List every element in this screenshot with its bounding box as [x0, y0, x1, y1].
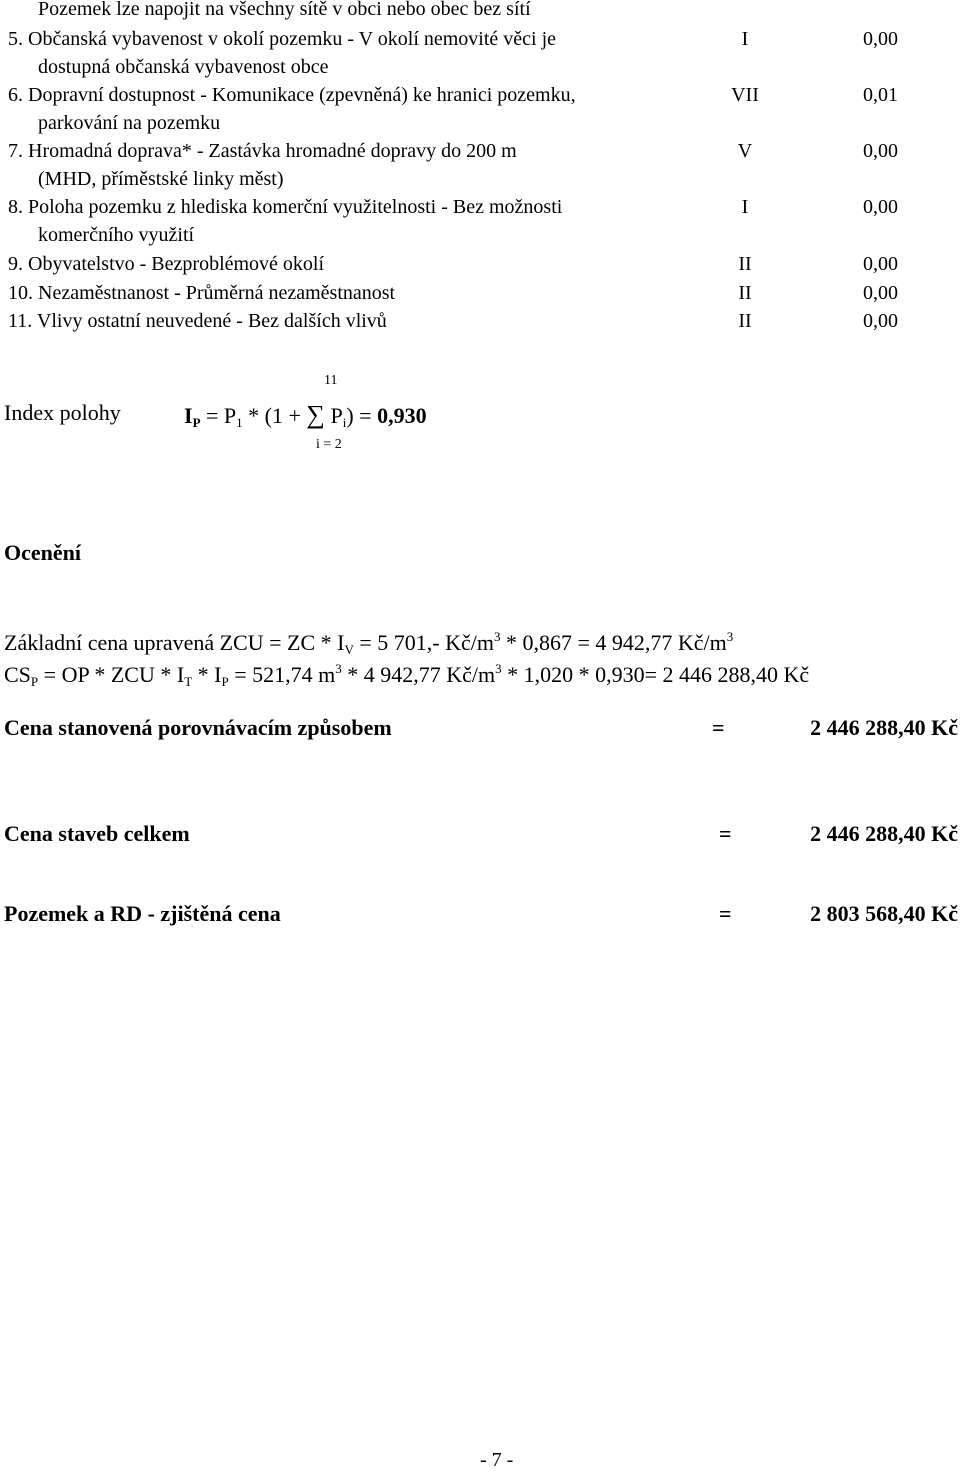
- criterion-level: I: [741, 196, 749, 218]
- summary-value: 2 803 568,40 Kč: [810, 901, 958, 926]
- index-formula: [184, 400, 427, 431]
- criterion-value: 0,00: [863, 140, 898, 162]
- csp-sup2: 3: [495, 661, 502, 676]
- criterion-text-cont: parkování na pozemku: [38, 112, 221, 134]
- criterion-level: II: [738, 310, 752, 332]
- criterion-value: 0,01: [863, 84, 898, 106]
- criterion-level: I: [741, 28, 749, 50]
- csp-sub2: T: [184, 674, 193, 689]
- criterion-level: VII: [731, 84, 759, 106]
- summary-label: Cena stanovená porovnávacím způsobem: [4, 715, 392, 740]
- summary-eq: =: [719, 901, 732, 926]
- criterion-level: V: [737, 140, 753, 162]
- formula-I: I: [184, 403, 193, 428]
- csp-sup1: 3: [335, 661, 342, 676]
- formula-sub-1: 1: [236, 415, 243, 430]
- criterion-text: 9. Obyvatelstvo - Bezproblémové okolí: [8, 253, 325, 275]
- csp-text-d: = 521,74 m: [234, 662, 336, 687]
- criterion-text-cont: dostupná občanská vybavenost obce: [38, 56, 329, 78]
- section-heading: Ocenění: [4, 540, 81, 565]
- sigma-icon: ∑: [306, 400, 325, 429]
- criterion-value: 0,00: [863, 282, 898, 304]
- criterion-text: 5. Občanská vybavenost v okolí pozemku - V okolí nemovité věci je: [8, 28, 557, 50]
- summary-label: Cena staveb celkem: [4, 821, 190, 846]
- csp-text-e: * 4 942,77 Kč/m: [347, 662, 496, 687]
- criterion-level: II: [738, 282, 752, 304]
- zcu-line: [4, 629, 733, 658]
- criterion-value: 0,00: [863, 310, 898, 332]
- criterion-value: 0,00: [863, 28, 898, 50]
- csp-text-c: * I: [197, 662, 222, 687]
- formula-I-sub: P: [192, 415, 201, 430]
- formula-i-sub: i: [342, 415, 347, 430]
- criterion-text: 11. Vlivy ostatní neuvedené - Bez dalších vlivů: [8, 310, 387, 332]
- zcu-text-a: Základní cena upravená ZCU = ZC * I: [4, 630, 345, 655]
- formula-mid: * (1 +: [248, 403, 301, 428]
- summary-eq: =: [719, 821, 732, 846]
- zcu-text-b: = 5 701,- Kč/m: [359, 630, 494, 655]
- zcu-sub: V: [344, 642, 354, 657]
- csp-line: [4, 661, 809, 690]
- criterion-text: 7. Hromadná doprava* - Zastávka hromadné dopravy do 200 m: [8, 140, 517, 162]
- criterion-level: II: [738, 253, 752, 275]
- zcu-text-c: * 0,867 = 4 942,77 Kč/m: [505, 630, 727, 655]
- index-result: 0,930: [377, 403, 427, 428]
- csp-text-a: CS: [4, 662, 31, 687]
- criterion-text: 6. Dopravní dostupnost - Komunikace (zpevněná) ke hranici pozemku,: [8, 84, 576, 106]
- summary-label: Pozemek a RD - zjištěná cena: [4, 901, 281, 926]
- csp-text-b: = OP * ZCU * I: [43, 662, 185, 687]
- zcu-sup1: 3: [493, 629, 501, 644]
- sum-upper-limit: 11: [324, 373, 338, 388]
- summary-eq: =: [712, 715, 725, 740]
- formula-eq: = P: [206, 403, 237, 428]
- criterion-text: 10. Nezaměstnanost - Průměrná nezaměstnanost: [8, 282, 396, 304]
- sum-lower-limit: i = 2: [316, 437, 342, 452]
- page-number: - 7 -: [480, 1449, 514, 1471]
- criterion-text: 8. Poloha pozemku z hlediska komerční využitelnosti - Bez možnosti: [8, 196, 563, 218]
- criterion-value: 0,00: [863, 196, 898, 218]
- index-label: Index polohy: [4, 400, 121, 425]
- formula-Pi: P: [330, 403, 343, 428]
- csp-sub3: P: [221, 674, 229, 689]
- csp-sub1: P: [30, 674, 39, 689]
- criterion-text-cont: (MHD, příměstské linky měst): [38, 168, 284, 190]
- criterion-text-cont: komerčního využití: [38, 224, 195, 246]
- summary-value: 2 446 288,40 Kč: [810, 821, 958, 846]
- zcu-sup2: 3: [726, 629, 734, 644]
- summary-value: 2 446 288,40 Kč: [810, 715, 958, 740]
- land-connection-note: Pozemek lze napojit na všechny sítě v obci nebo obec bez sítí: [38, 0, 531, 20]
- csp-text-f: * 1,020 * 0,930= 2 446 288,40 Kč: [507, 662, 810, 687]
- formula-close: ) =: [346, 403, 372, 428]
- criterion-value: 0,00: [863, 253, 898, 275]
